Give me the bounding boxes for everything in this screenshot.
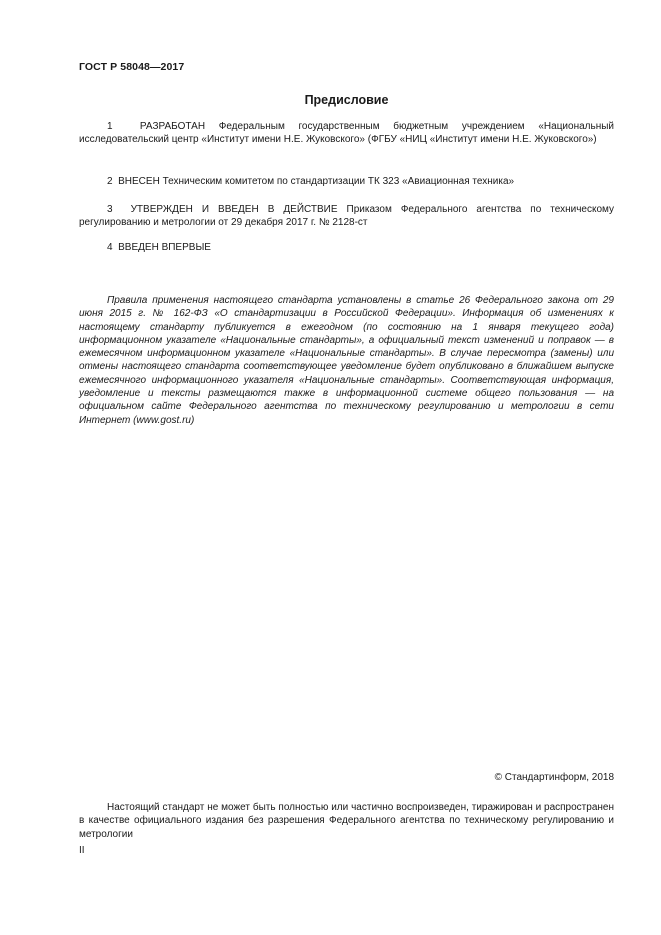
item-number: 4 [107, 242, 113, 253]
item-text: РАЗРАБОТАН Федеральным государственным бюджетным учреждением «Национальный исследовательский центр «Институт имени Н.Е. Жуковского» (ФГБУ «НИЦ «Институт имени Н.Е. Жуковского») [79, 121, 614, 146]
copyright-line: © Стандартинформ, 2018 [494, 772, 614, 783]
page-number: II [79, 845, 85, 856]
reproduction-notice-text: Настоящий стандарт не может быть полностью или частично воспроизведен, тиражирован и распространен в качестве официального издания без разрешения Федерального агентства по техническому регулированию и метрологии [79, 802, 614, 840]
foreword-item-1 [79, 120, 614, 147]
reproduction-notice [79, 801, 614, 841]
foreword-item-3 [79, 203, 614, 230]
foreword-item-4 [79, 241, 614, 254]
item-number: 1 [107, 121, 113, 132]
item-number: 2 [107, 176, 113, 187]
item-text: ВНЕСЕН Техническим комитетом по стандартизации ТК 323 «Авиационная техника» [118, 176, 515, 187]
page-title: Предисловие [304, 93, 389, 107]
item-number: 3 [107, 204, 113, 215]
rules-note-text: Правила применения настоящего стандарта установлены в статье 26 Федерального закона от 29 июня 2015 г. № 162-ФЗ «О стандартизации в Российской Федерации». Информация об изменениях к настоящему стандарту публикуется в ежегодном (по состоянию на 1 января текущего года) информационном указателе «Национальные стандарты», а официальный текст изменений и поправок — в ежемесячном информационном указателе «Национальные стандарты». В случае пересмотра (замены) или отмены настоящего стандарта соответствующее уведомление будет опубликовано в ближайшем выпуске ежемесячного информационного указателя «Национальные стандарты». Соответствующая информация, уведомление и тексты размещаются также в информационной системе общего пользования — на официальном сайте Федерального агентства по техническому регулированию и метрологии в сети Интернет (www.gost.ru) [79, 295, 614, 426]
item-text: ВВЕДЕН ВПЕРВЫЕ [118, 242, 211, 253]
document-code: ГОСТ Р 58048—2017 [79, 61, 185, 73]
item-text: УТВЕРЖДЕН И ВВЕДЕН В ДЕЙСТВИЕ Приказом Федерального агентства по техническому регулированию и метрологии от 29 декабря 2017 г. № 2128-ст [79, 204, 615, 229]
foreword-item-2 [79, 175, 614, 188]
rules-note [79, 294, 614, 427]
